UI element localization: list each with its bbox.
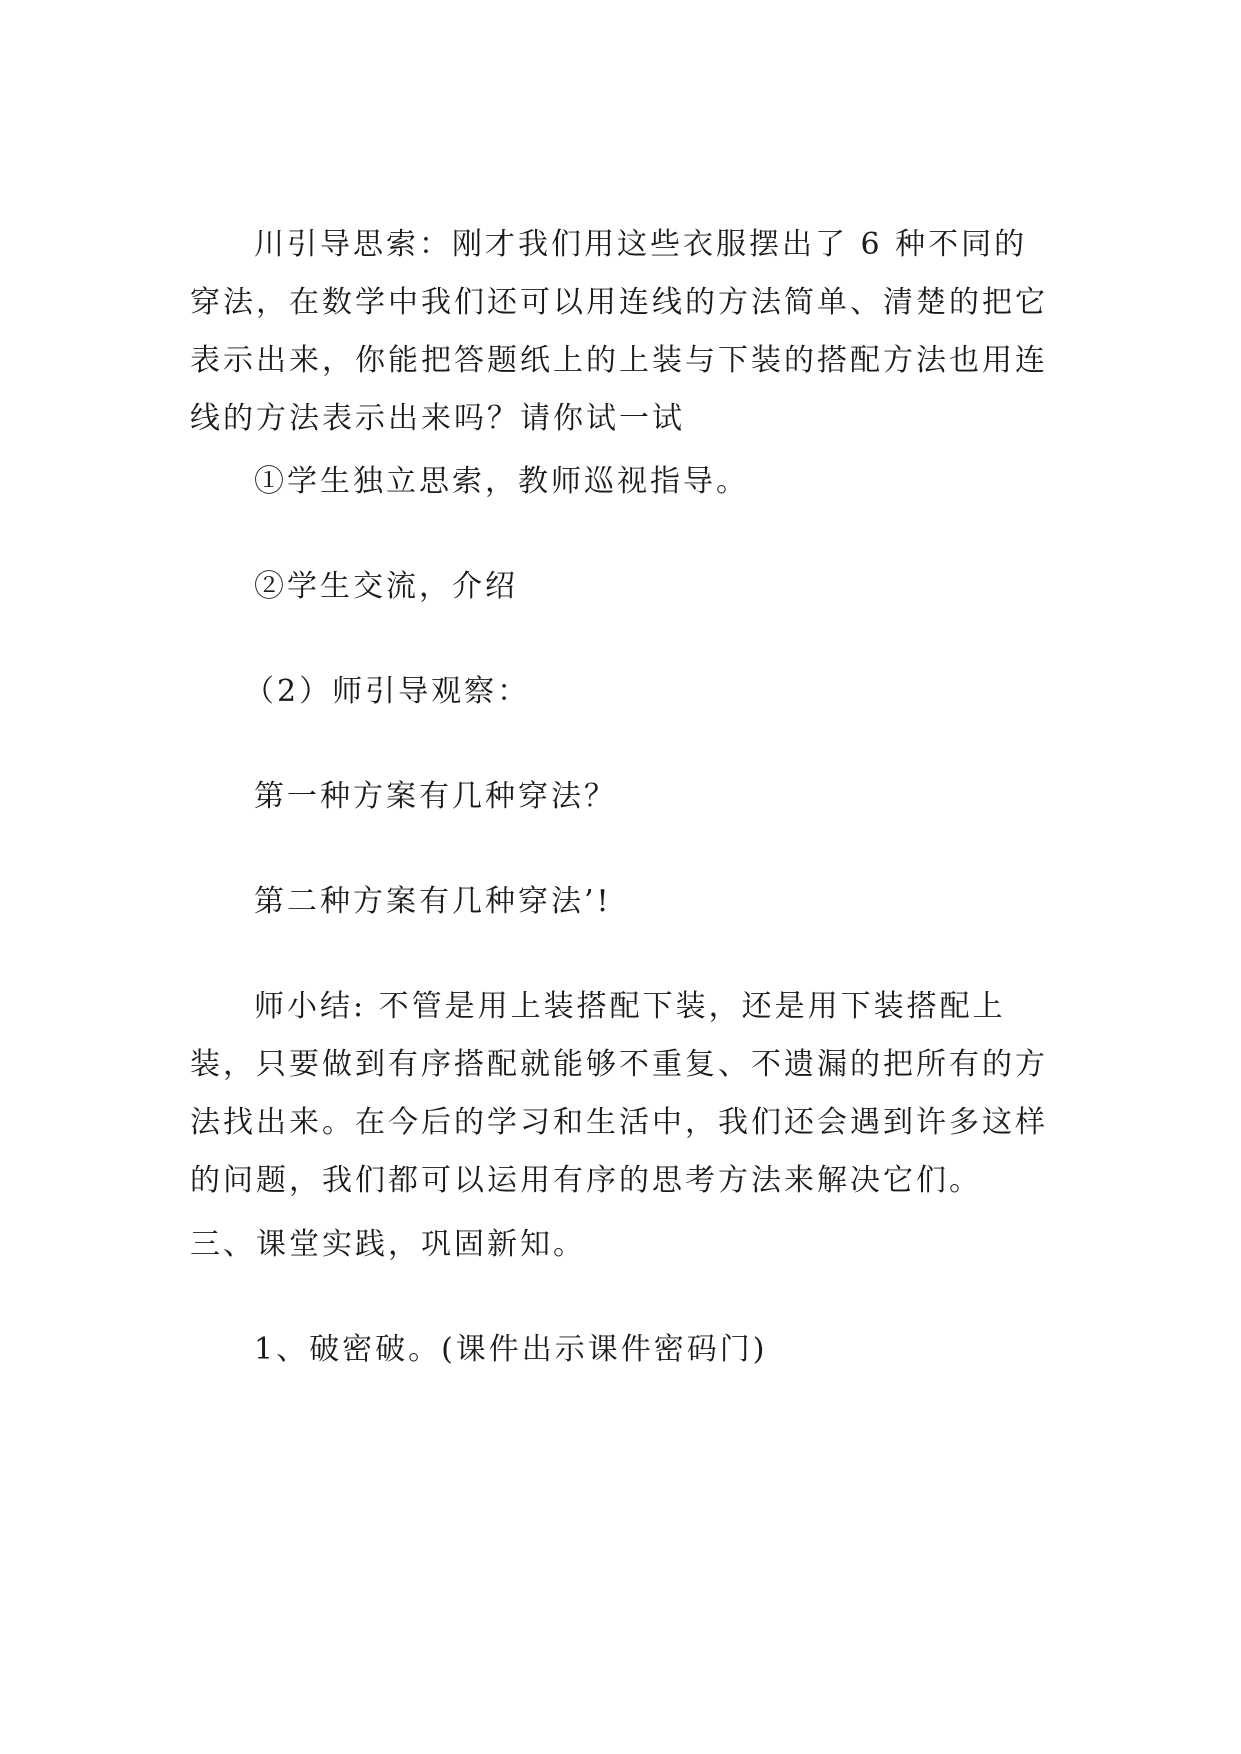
paragraph-password: 1、破密破。(课件出示课件密码门) [254,1332,768,1367]
paragraph-plan-2: 第二种方案有几种穿法’! [254,884,612,919]
paragraph-summary: 师小结: 不管是用上装搭配下装，还是用下装搭配上装，只要做到有序搭配就能够不重复、不遗漏的把所有的方法找出来。在今后的学习和生活中，我们还会遇到许多这样的问题，我们都可以运用有序的思考方法来解决它们。 [190,989,1048,1198]
paragraph-observe: （2）师引导观察： [244,674,531,709]
paragraph-plan-1: 第一种方案有几种穿法？ [254,779,617,814]
paragraph-step-2: ②学生交流，介绍 [254,569,518,604]
paragraph-step-1: ①学生独立思索，教师巡视指导。 [254,464,749,499]
paragraph-guided-thinking: 川引导思索：刚才我们用这些衣服摆出了 6 种不同的穿法，在数学中我们还可以用连线的方法简单、清楚的把它表示出来，你能把答题纸上的上装与下装的搭配方法也用连线的方法表示出来吗？请你试一试 [190,227,1048,436]
section-heading-practice: 三、课堂实践，巩固新知。 [190,1227,586,1262]
